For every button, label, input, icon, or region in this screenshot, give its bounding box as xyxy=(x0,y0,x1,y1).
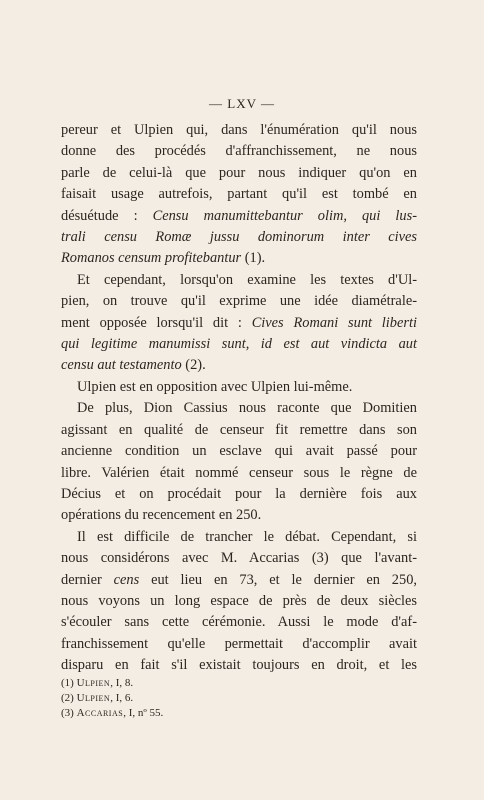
text-line xyxy=(61,163,417,184)
text-line xyxy=(61,184,417,205)
text-roman: nous considérons avec M. Accarias (3) que l'avant- xyxy=(61,550,417,567)
footnotes xyxy=(61,676,417,721)
text-roman: (2). xyxy=(181,357,206,374)
text-roman: Il est difficile de trancher le débat. Cependant, si xyxy=(77,528,417,545)
text-line xyxy=(61,612,417,633)
text-roman: parle de celui-là que pour nous indiquer qu'on en xyxy=(61,164,417,181)
text-italic: trali censu Romæ jussu dominorum inter cives xyxy=(61,229,417,246)
text-roman: Et cependant, lorsqu'on examine les textes d'Ul- xyxy=(77,271,417,288)
text-line xyxy=(61,270,417,291)
text-line xyxy=(61,120,417,141)
text-line xyxy=(61,441,417,462)
text-line xyxy=(61,463,417,484)
text-line xyxy=(61,505,417,526)
text-italic: qui legitime manumissi sunt, id est aut vindicta aut xyxy=(61,336,417,353)
text-roman: ancienne condition un esclave qui avait passé pour xyxy=(61,443,417,460)
text-line xyxy=(61,527,417,548)
text-roman: libre. Valérien était nommé censeur sous le règne de xyxy=(61,464,417,481)
text-line xyxy=(61,398,417,419)
text-roman: s'écouler sans cette cérémonie. Aussi le mode d'af- xyxy=(61,614,417,631)
text-line xyxy=(61,248,417,269)
text-line xyxy=(61,655,417,676)
text-italic: cens xyxy=(113,571,140,588)
text-line xyxy=(61,141,417,162)
text-roman: pien, on trouve qu'il exprime une idée diamétrale- xyxy=(61,293,417,310)
text-line xyxy=(61,570,417,591)
text-line xyxy=(61,591,417,612)
text-line xyxy=(61,377,417,398)
text-line xyxy=(61,355,417,376)
page-number-header: — LXV — xyxy=(209,96,275,111)
footnote-mark: (2) xyxy=(61,692,74,704)
text-roman: eut lieu en 73, et le dernier en 250, xyxy=(139,571,417,588)
text-roman: De plus, Dion Cassius nous raconte que Domitien xyxy=(77,400,417,417)
footnote-mark: (3) xyxy=(61,707,74,719)
text-roman: pereur et Ulpien qui, dans l'énumération qu'il nous xyxy=(61,122,417,138)
footnote xyxy=(61,691,417,706)
text-roman: désuétude : xyxy=(61,207,153,224)
text-roman: dernier xyxy=(61,571,114,588)
text-line xyxy=(61,334,417,355)
text-line xyxy=(61,313,417,334)
footnote-author: Ulpien xyxy=(76,677,111,689)
text-roman: faisait usage autrefois, partant qu'il est tombé en xyxy=(61,186,417,203)
footnote-mark: (1) xyxy=(61,677,74,689)
text-roman: opérations du recencement en 250. xyxy=(61,507,262,524)
footnote-ref: , I, 8. xyxy=(110,677,134,689)
text-roman: donne des procédés d'affranchissement, ne nous xyxy=(61,143,417,160)
text-line xyxy=(61,548,417,569)
footnote-author: Accarias xyxy=(76,707,124,719)
text-line xyxy=(61,206,417,227)
body-text xyxy=(61,120,417,677)
text-roman: nous voyons un long espace de près de deux siècles xyxy=(61,592,417,609)
text-roman: agissant en qualité de censeur fit remettre dans son xyxy=(61,421,417,438)
footnote-ref: , I, 6. xyxy=(110,692,134,704)
text-roman: Ulpien est en opposition avec Ulpien lui-même. xyxy=(77,378,353,395)
footnote xyxy=(61,706,417,721)
text-roman: ment opposée lorsqu'il dit : xyxy=(61,314,252,331)
text-italic: censu aut testamento xyxy=(61,357,182,374)
footnote-ref: , I, nº 55. xyxy=(123,707,164,719)
text-line xyxy=(61,634,417,655)
text-italic: Romanos censum profitebantur xyxy=(61,250,242,267)
text-italic: Censu manumittebantur olim, qui lus- xyxy=(152,207,417,224)
text-roman: disparu en fait s'il existait toujours en droit, et les xyxy=(61,657,417,674)
text-roman: (1). xyxy=(241,250,266,267)
text-line xyxy=(61,291,417,312)
text-line xyxy=(61,420,417,441)
text-roman: franchissement qu'elle permettait d'accomplir avait xyxy=(61,635,417,652)
text-line xyxy=(61,227,417,248)
text-line xyxy=(61,484,417,505)
footnote-author: Ulpien xyxy=(76,692,111,704)
text-italic: Cives Romani sunt liberti xyxy=(251,314,417,331)
footnote xyxy=(61,676,417,691)
text-roman: Décius et on procédait pour la dernière fois aux xyxy=(61,485,417,502)
